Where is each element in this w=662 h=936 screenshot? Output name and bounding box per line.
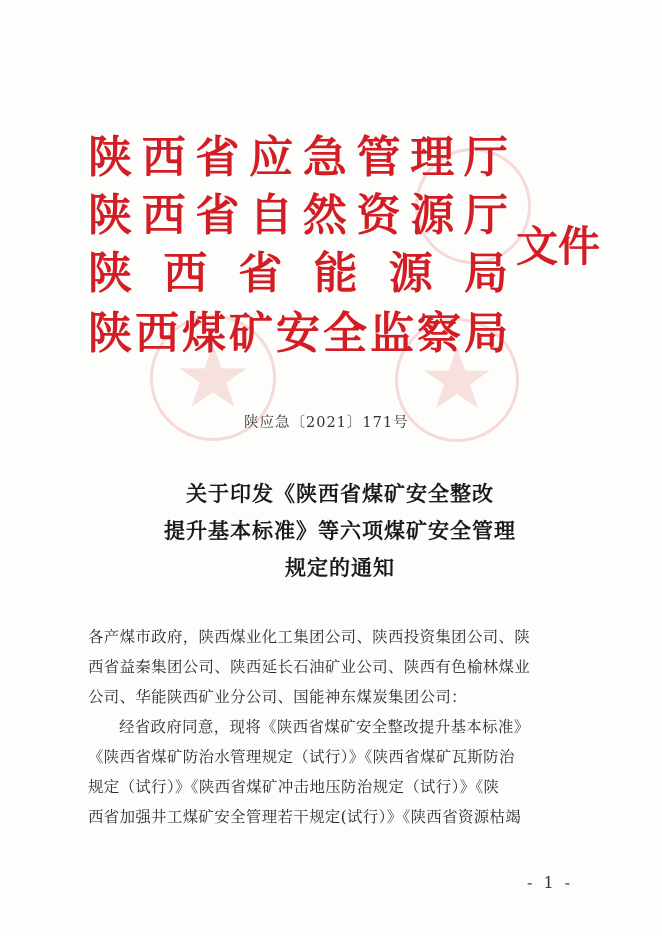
issuing-agencies [88,128,628,358]
document-label: 文件 [516,222,601,271]
title-line: 规定的通知 [285,555,395,580]
body-line: 《陕西省煤矿防治水管理规定（试行）》《陕西省煤矿瓦斯防治 [88,748,515,766]
document-number: 陕应急〔2021〕171号 [244,415,409,431]
document-body [88,622,578,832]
agency-line: 陕 西 煤 矿 安 全 监 察 局 [88,308,508,359]
page-number: - 1 - [527,873,574,892]
title-line: 关于印发《陕西省煤矿安全整改 [186,481,494,506]
body-line: 规定（试行）》《陕西省煤矿冲击地压防治规定（试行）》《陕 [88,778,500,796]
agency-line: 陕 西 省 能 源 局 [88,248,508,299]
body-line: 西省益秦集团公司、陕西延长石油矿业公司、陕西有色榆林煤业 [88,658,531,676]
body-line: 公司、华能陕西矿业分公司、国能神东煤炭集团公司： [88,688,467,706]
body-line: 经省政府同意，现将《陕西省煤矿安全整改提升基本标准》 [119,718,530,736]
agency-line: 陕 西 省 应 急 管 理 厅 [88,132,508,183]
body-line: 各产煤市政府，陕西煤业化工集团公司、陕西投资集团公司、陕 [88,628,531,646]
document-title [140,475,540,586]
body-line: 西省加强井工煤矿安全管理若干规定(试行）》《陕西省资源枯竭 [88,808,522,826]
title-line: 提升基本标准》等六项煤矿安全管理 [164,518,516,543]
agency-line: 陕 西 省 自 然 资 源 厅 [88,190,508,241]
